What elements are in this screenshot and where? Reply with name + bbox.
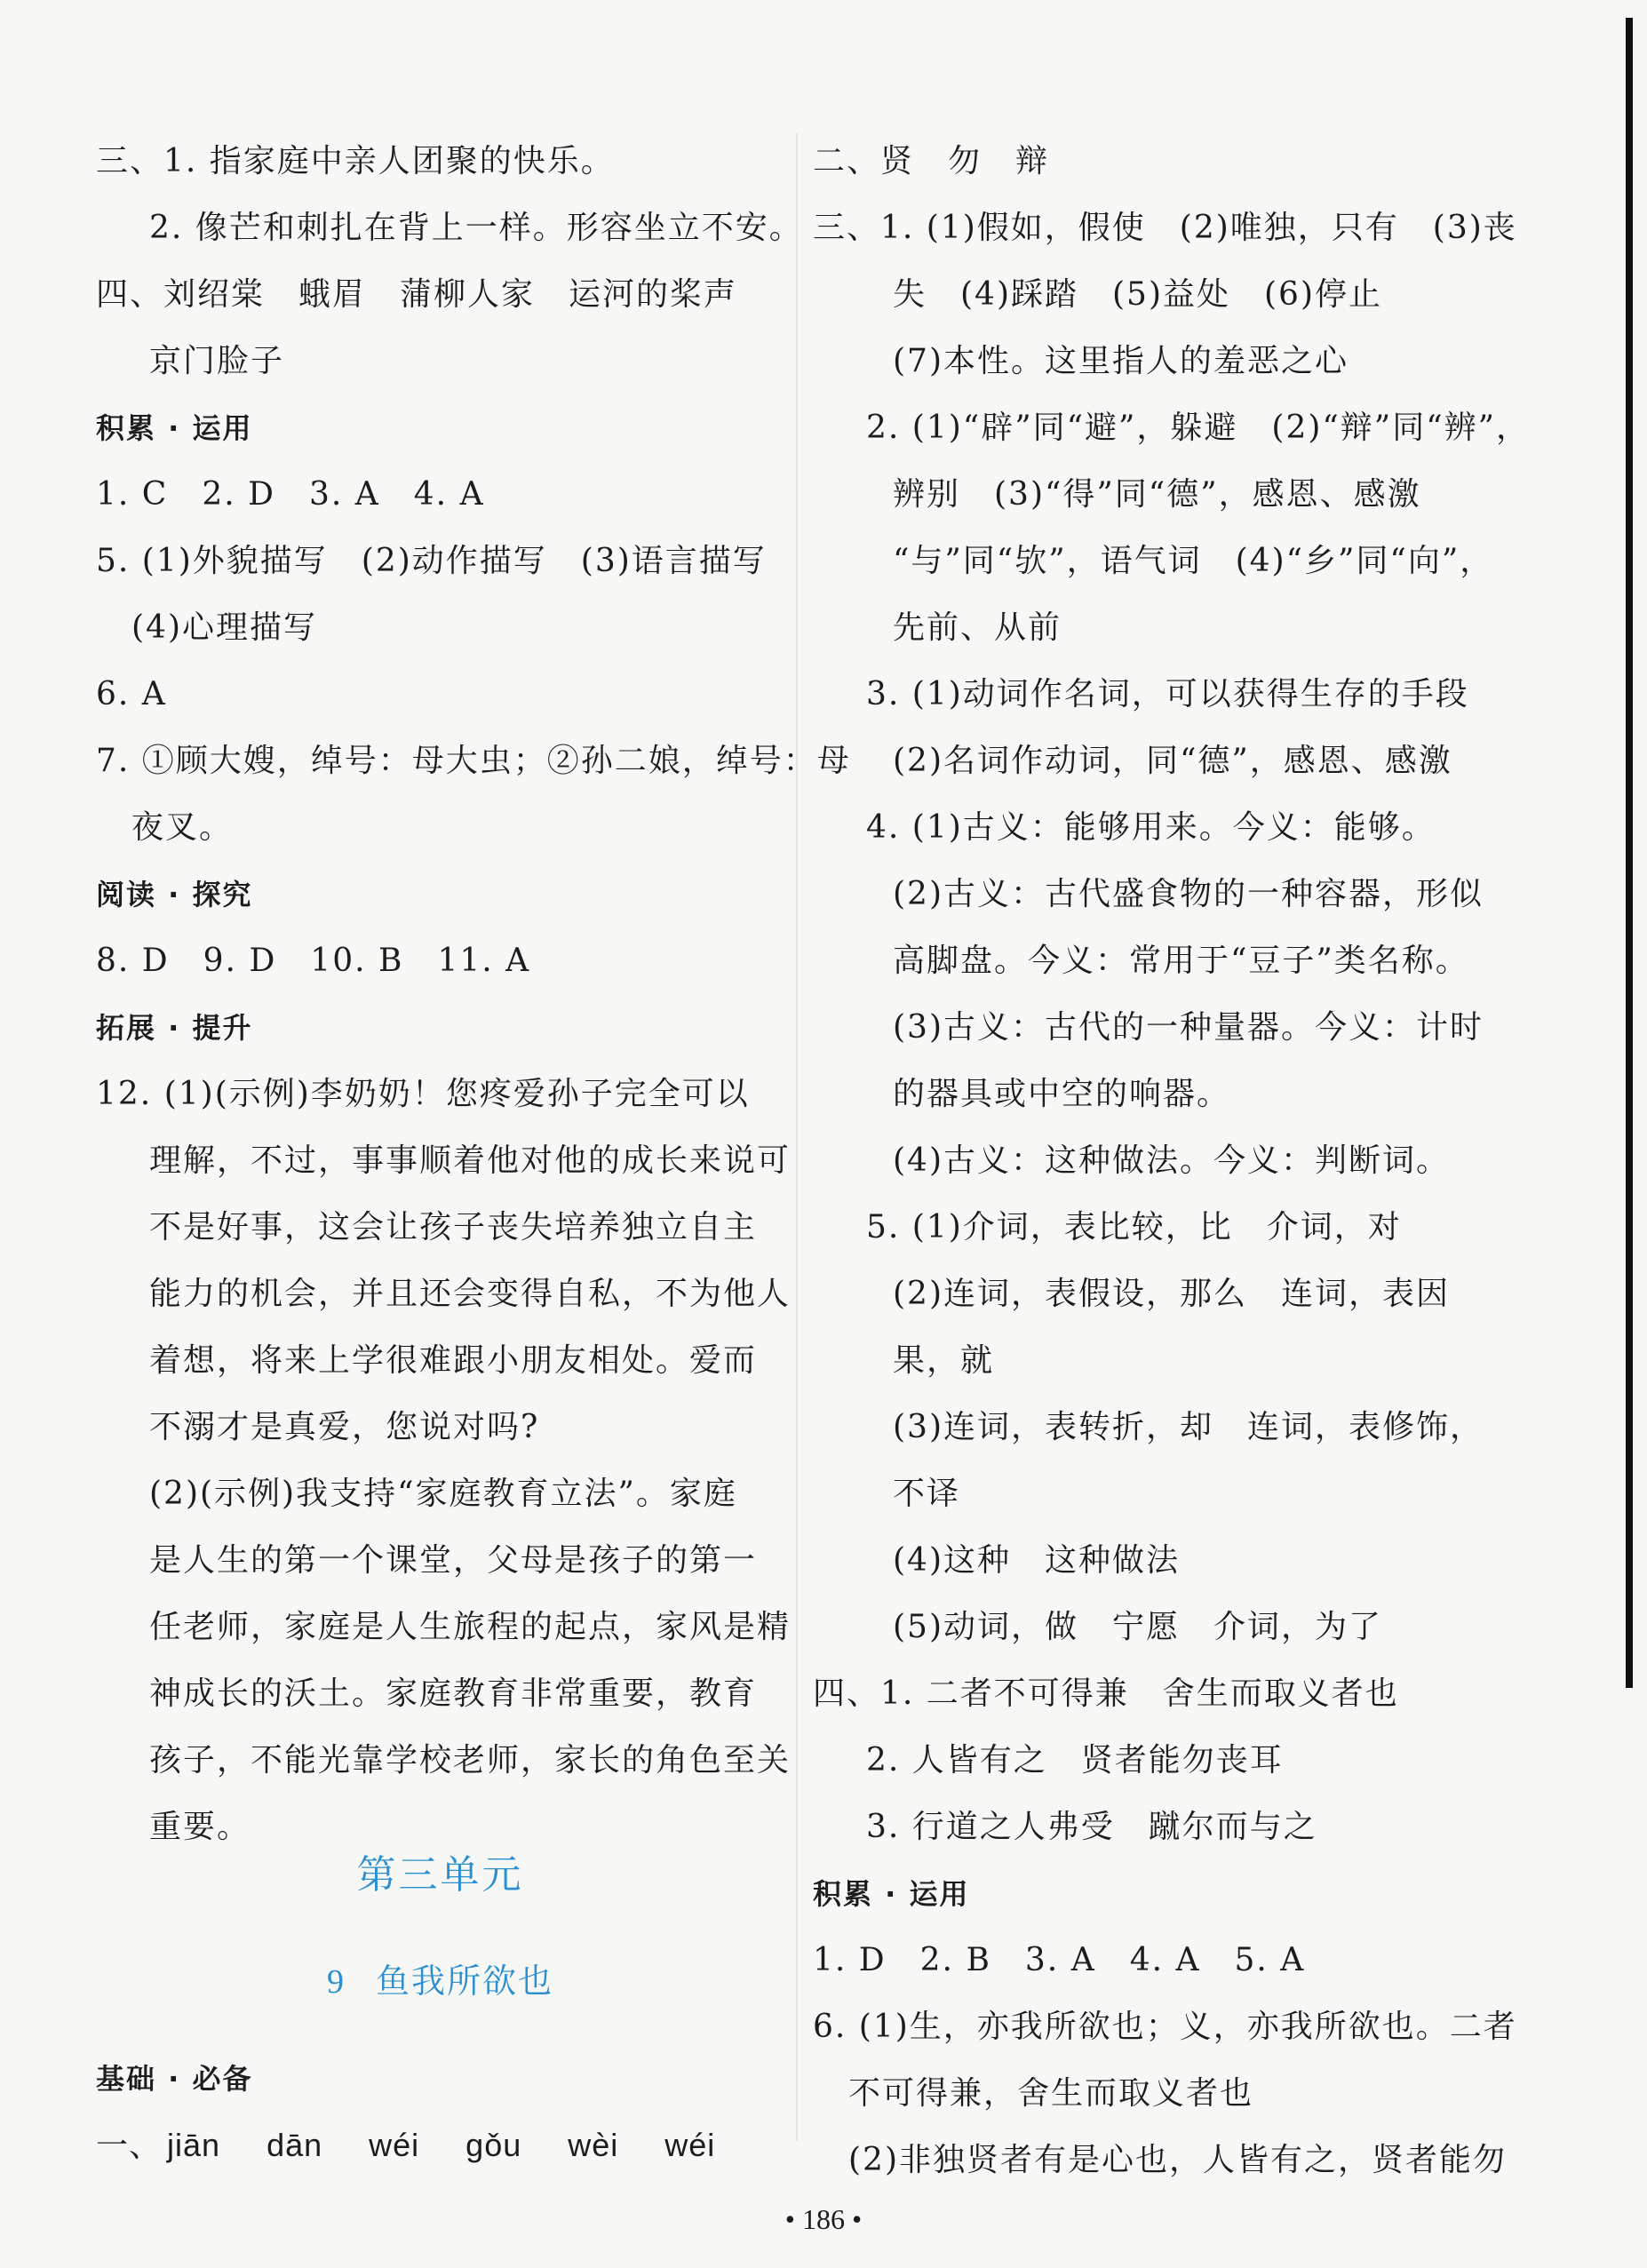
answer-line: 是人生的第一个课堂，父母是孩子的第一 <box>149 1542 758 1579</box>
answer-line: 7. ①顾大嫂，绰号：母大虫；②孙二娘，绰号：母 <box>96 743 851 779</box>
unit-title: 第三单元 <box>356 1852 524 1898</box>
answer-line: (4)心理描写 <box>131 609 317 646</box>
answer-line: 能力的机会，并且还会变得自私，不为他人 <box>149 1276 792 1312</box>
answer-line: 果，就 <box>893 1342 995 1379</box>
answer-line: 2. (1)“辟”同“避”，躲避 (2)“辩”同“辨”， <box>866 410 1531 446</box>
section-heading: 阅读 · 探究 <box>96 878 253 911</box>
answer-line: 二、贤 勿 辩 <box>813 143 1050 179</box>
column-divider <box>796 133 798 2141</box>
answer-line: 任老师，家庭是人生旅程的起点，家风是精 <box>149 1609 792 1645</box>
answer-line: 3. (1)动词作名词，可以获得生存的手段 <box>866 676 1469 712</box>
pinyin-syllable: dān <box>267 2127 323 2163</box>
pinyin-syllable: wéi <box>664 2127 716 2163</box>
answer-line: (3)古义：古代的一种量器。今义：计时 <box>893 1009 1484 1046</box>
answer-line: 先前、从前 <box>893 609 1062 646</box>
lesson-heading <box>96 1959 784 2004</box>
answer-line: 辨别 (3)“得”同“德”，感恩、感激 <box>893 476 1421 513</box>
answer-line: (4)这种 这种做法 <box>893 1542 1180 1579</box>
answer-line: 6. A <box>96 676 167 712</box>
answer-line: (4)古义：这种做法。今义：判断词。 <box>893 1142 1450 1179</box>
answer-line: “与”同“欤”，语气词 (4)“乡”同“向”， <box>893 543 1494 579</box>
answer-line: 12. (1)(示例)李奶奶！您疼爱孙子完全可以 <box>96 1076 750 1112</box>
answer-line: 理解，不过，事事顺着他对他的成长来说可 <box>149 1142 792 1179</box>
answer-line: (7)本性。这里指人的羞恶之心 <box>893 343 1349 379</box>
section-heading: 积累 · 运用 <box>96 411 253 445</box>
answer-line: 失 (4)踩踏 (5)益处 (6)停止 <box>893 276 1382 313</box>
page-edge-shadow <box>1626 18 1633 1688</box>
answer-line: 不是好事，这会让孩子丧失培养独立自主 <box>149 1209 758 1245</box>
answer-line: 四、1. 二者不可得兼 舍生而取义者也 <box>813 1675 1399 1712</box>
answer-line: 京门脸子 <box>149 343 285 379</box>
answer-line: 2. 人皆有之 贤者能勿丧耳 <box>866 1742 1284 1779</box>
pinyin-label: 一、 <box>96 2127 163 2163</box>
pinyin-syllable: wéi <box>369 2127 420 2163</box>
answer-line: (2)古义：古代盛食物的一种容器，形似 <box>893 876 1484 912</box>
answer-line: 孩子，不能光靠学校老师，家长的角色至关 <box>149 1742 792 1779</box>
answer-line: 4. (1)古义：能够用来。今义：能够。 <box>866 809 1436 846</box>
answer-line: 1. D 2. B 3. A 4. A 5. A <box>813 1942 1306 1978</box>
answer-line: 1. C 2. D 3. A 4. A <box>96 476 485 513</box>
answer-line: 高脚盘。今义：常用于“豆子”类名称。 <box>893 943 1469 979</box>
answer-line: 5. (1)介词，表比较，比 介词，对 <box>866 1209 1402 1245</box>
section-heading: 基础 · 必备 <box>96 2062 253 2096</box>
answer-line: 不溺才是真爱，您说对吗? <box>149 1409 540 1445</box>
answer-line: 2. 像芒和刺扎在背上一样。形容坐立不安。 <box>149 210 803 246</box>
answer-line: 的器具或中空的响器。 <box>893 1076 1231 1112</box>
lesson-number: 9 <box>326 1963 346 2001</box>
answer-line: 不可得兼，舍生而取义者也 <box>848 2075 1254 2112</box>
answer-line: (5)动词，做 宁愿 介词，为了 <box>893 1609 1382 1645</box>
answer-line: 重要。 <box>149 1809 251 1845</box>
answer-line: 四、刘绍棠 蛾眉 蒲柳人家 运河的桨声 <box>96 276 738 313</box>
answer-line: 5. (1)外貌描写 (2)动作描写 (3)语言描写 <box>96 543 767 579</box>
page-number: • 186 • <box>784 2203 863 2235</box>
pinyin-syllable: gǒu <box>465 2127 522 2163</box>
answer-line: (2)非独贤者有是心也，人皆有之，贤者能勿 <box>848 2142 1507 2178</box>
answer-line: 神成长的沃土。家庭教育非常重要，教育 <box>149 1675 758 1712</box>
answer-line: 3. 行道之人弗受 蹴尔而与之 <box>866 1809 1317 1845</box>
answer-line: 不译 <box>893 1476 961 1512</box>
answer-line: 6. (1)生，亦我所欲也；义，亦我所欲也。二者 <box>813 2009 1517 2045</box>
answer-line: 三、1. 指家庭中亲人团聚的快乐。 <box>96 143 615 179</box>
answer-line: 8. D 9. D 10. B 11. A <box>96 943 531 979</box>
answer-line: 三、1. (1)假如，假使 (2)唯独，只有 (3)丧 <box>813 210 1517 246</box>
lesson-title: 鱼我所欲也 <box>375 1962 553 2001</box>
pinyin-syllable: jiān <box>167 2127 221 2163</box>
answer-line: (2)名词作动词，同“德”，感恩、感激 <box>893 743 1452 779</box>
answer-line: (2)(示例)我支持“家庭教育立法”。家庭 <box>149 1476 737 1512</box>
pinyin-line <box>96 2126 761 2165</box>
section-heading: 拓展 · 提升 <box>96 1011 253 1045</box>
answer-line: (2)连词，表假设，那么 连词，表因 <box>893 1276 1450 1312</box>
answer-line: 夜叉。 <box>131 809 234 846</box>
section-heading: 积累 · 运用 <box>813 1877 970 1911</box>
answer-line: 着想，将来上学很难跟小朋友相处。爱而 <box>149 1342 758 1379</box>
answer-line: (3)连词，表转折，却 连词，表修饰， <box>893 1409 1484 1445</box>
pinyin-syllable: wèi <box>568 2127 619 2163</box>
